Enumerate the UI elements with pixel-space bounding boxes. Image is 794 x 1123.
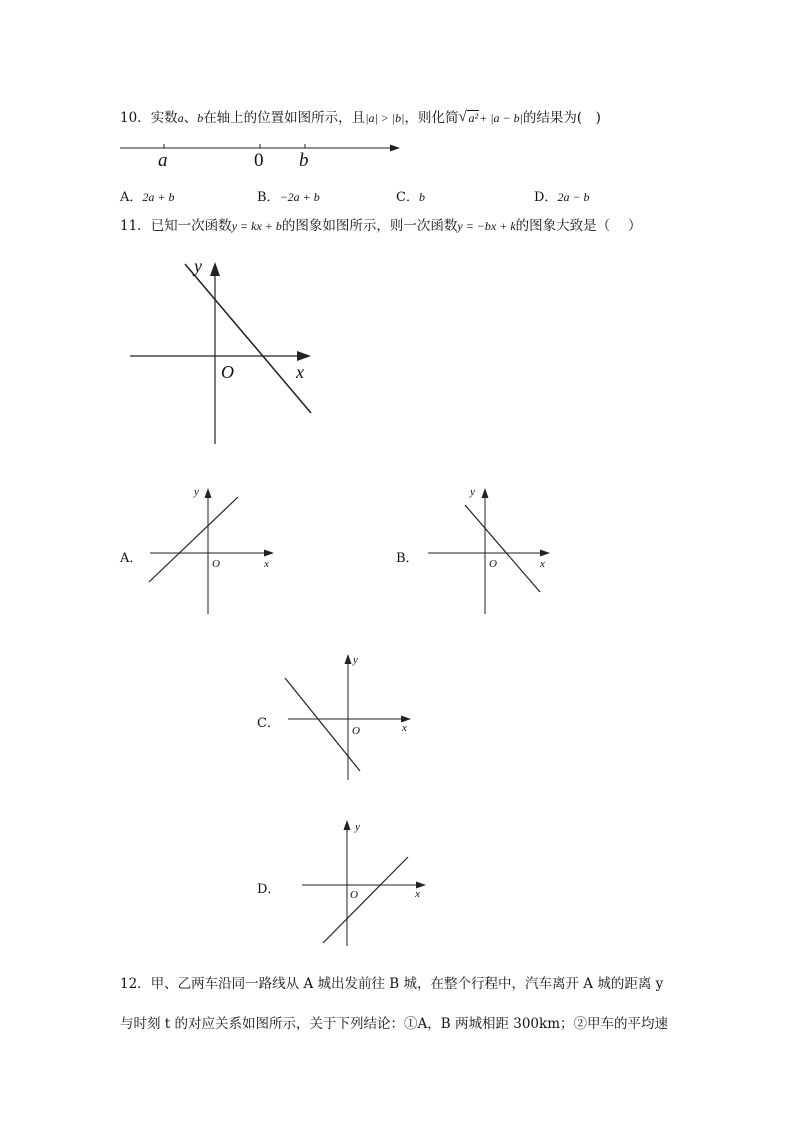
q11-option-b-label[interactable]: B． (396, 551, 419, 566)
function-2: y = −bx + k (457, 219, 516, 233)
option-d-origin-label: O (350, 889, 358, 901)
q10-number: 10． (120, 110, 151, 126)
q10-option-c[interactable]: C．b (396, 190, 425, 205)
main-graph-y-label: y (194, 256, 202, 276)
q10-stem: 10．实数a、b在轴上的位置如图所示，且|a| > |b|，则化简 √ a²+ |a − b|的结果为( ) (120, 109, 601, 126)
option-d-y-label: y (355, 821, 360, 833)
q11-number: 11． (120, 218, 151, 234)
sqrt-sign-icon: √ (458, 109, 467, 125)
numberline-label-0: 0 (254, 150, 264, 171)
option-a-x-label: x (264, 558, 269, 570)
q10-option-a[interactable]: A．2a + b (120, 190, 175, 205)
function-1: y = kx + b (231, 219, 282, 233)
q10-option-b[interactable]: B．−2a + b (257, 190, 320, 205)
sqrt-expression: √ a² (458, 109, 479, 125)
q12-line-2: 与时刻 t 的对应关系如图所示，关于下列结论：①A，B 两城相距 300km；②甲车的平均速 (120, 1016, 669, 1032)
q11-option-d-label[interactable]: D． (257, 882, 281, 897)
option-c-origin-label: O (352, 725, 360, 737)
q11-option-c-label[interactable]: C． (257, 716, 280, 731)
q12-line-1: 12．甲、乙两车沿同一路线从 A 城出发前往 B 城，在整个行程中，汽车离开 A 城的距离 y (120, 976, 664, 992)
main-graph-x-label: x (296, 362, 304, 382)
option-a-y-label: y (194, 486, 199, 498)
option-a-origin-label: O (212, 558, 220, 570)
numberline-label-a: a (158, 150, 168, 171)
option-d-x-label: x (415, 888, 420, 900)
option-b-x-label: x (540, 558, 545, 570)
option-c-y-label: y (353, 654, 358, 666)
option-b-y-label: y (470, 486, 475, 498)
option-c-x-label: x (402, 722, 407, 734)
q10-option-d[interactable]: D．2a − b (534, 190, 590, 205)
main-graph-origin-label: O (221, 362, 234, 382)
q11-option-a-label[interactable]: A． (120, 551, 143, 566)
abs-compare: |a| > |b| (365, 111, 405, 125)
q11-stem: 11．已知一次函数y = kx + b的图象如图所示，则一次函数y = −bx + k的图象大致是（ ） (120, 218, 642, 234)
numberline-label-b: b (299, 150, 309, 171)
option-b-origin-label: O (489, 558, 497, 570)
